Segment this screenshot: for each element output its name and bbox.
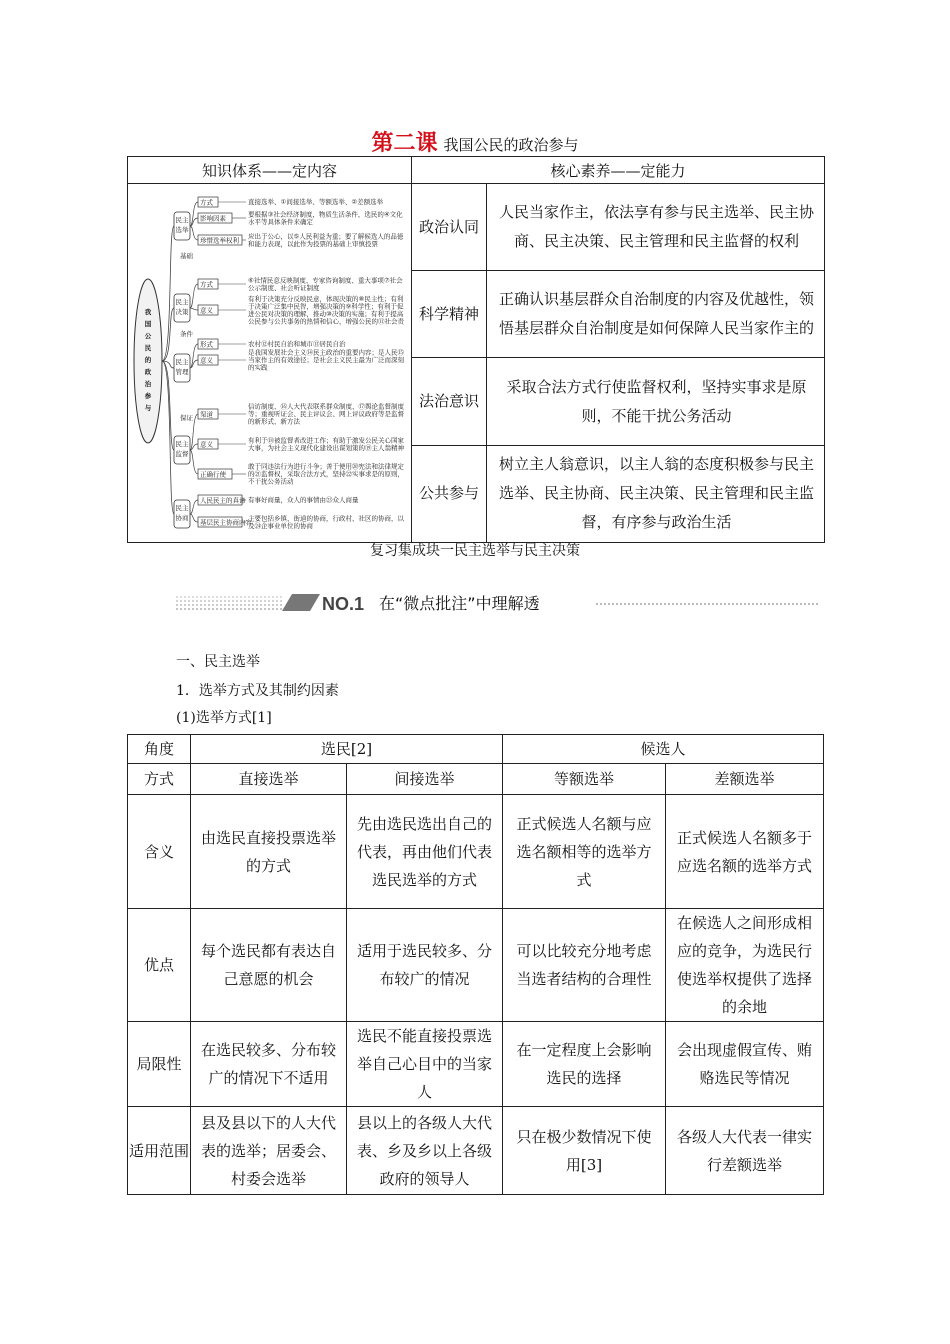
core-text-2: 正确认识基层群众自治制度的内容及优越性，领悟基层群众自治制度是如何保障人民当家作主的 [487,271,825,358]
mindmap-connector [190,500,198,514]
mindmap-item-tag: 方式 [200,280,213,289]
cell-meaning-indirect: 先由选民选出自己的代表，再由他们代表选民选举的方式 [347,795,503,909]
mindmap-item-text: 进公民对决策的理解，推动⑩决策的实施；有利于提高 [248,309,404,318]
mindmap-root-char: 治 [144,380,152,388]
banner-text: 在“微点批注”中理解透 [379,594,540,613]
cell-scope-equal: 只在极少数情况下使用[3] [503,1107,666,1195]
mindmap-item-text: 水平等具体条件来确定 [248,217,313,226]
cell-advantage-indirect: 适用于选民较多、分布较广的情况 [347,909,503,1022]
mindmap-branch-label: 民主 [175,298,189,306]
mindmap-item-text: 有事好商量，众人的事情由㉓众人商量 [248,496,359,504]
mindmap-item-tag: 意义 [200,306,213,315]
mindmap-item-text: 公示制度、社会听证制度 [248,283,320,292]
mindmap-root-char: 政 [144,368,152,376]
mindmap-root-char: 的 [144,356,152,364]
mindmap-item-text: 有利于决策充分反映民意，体现决策的⑧民主性；有利 [248,294,404,303]
cell-scope-indirect: 县以上的各级人大代表、乡及乡以上各级政府的领导人 [347,1107,503,1195]
mindmap-connector [190,514,198,522]
mindmap-item-text: 是我国发展社会主义⑭民主政治的重要内容；是人民⑮ [248,348,404,357]
cell-meaning-equal: 正式候选人名额与应选名额相等的选举方式 [503,795,666,909]
mindmap-item-text: 公民参与公共事务的热情和信心，增强公民的⑪社会责 [248,317,404,326]
mindmap-item-text: 的实践 [248,363,268,372]
mindmap-item-text: 等；重视听证会、民主评议会、网上评议政府等是监督 [248,410,404,418]
mindmap-cell [128,184,412,543]
mindmap-connector [190,308,198,310]
mindmap-column-label: 基础 [180,252,193,260]
mindmap-item-text: 和能力表现，以此作为投票的基础上审慎投票 [248,239,378,248]
overview-head-right: 核心素养——定能力 [412,157,825,184]
core-text-4: 树立主人翁意识，以主人翁的态度积极参与民主选举、民主协商、民主决策、民主管理和民主监督，有序参与政治生活 [487,445,825,542]
mindmap-item-text: 有利于⑱被监督者改进工作；有助于激发公民关心国家 [248,436,404,445]
mindmap-branch-label: 监督 [175,450,189,458]
mindmap-root-char: 与 [144,404,152,412]
mindmap-item-text: 敢于同违法行为进行斗争；善于使用⑳宪法和法律规定 [248,462,404,471]
row-label-limitation: 局限性 [128,1022,191,1107]
cell-scope-competitive: 各级人大代表一律实行差额选举 [666,1107,824,1195]
row-label-scope: 适用范围 [128,1107,191,1195]
row-label-meaning: 含义 [128,795,191,909]
cell-scope-direct: 县及县以下的人大代表的选举；居委会、村委会选举 [191,1107,347,1195]
mindmap-branch-label: 选举 [175,226,189,234]
mindmap-item-tag: 基层民主协商内容 [200,518,252,527]
subheader-method: 方式 [128,764,191,795]
election-table [127,734,824,1195]
core-label-3: 法治意识 [412,358,487,445]
cell-limitation-direct: 在选民较多、分布较广的情况下不适用 [191,1022,347,1107]
mindmap-item-text: ⑥社情民意反映制度、专家咨询制度、重大事项⑦社会 [248,276,403,285]
cell-limitation-indirect: 选民不能直接投票选举自己心目中的当家人 [347,1022,503,1107]
header-angle: 角度 [128,735,191,764]
banner-slant [282,594,320,611]
mindmap-connector [190,344,198,368]
header-voters: 选民[2] [191,735,503,764]
mindmap-item-tag: 人民民主的真谛 [200,496,246,505]
banner-badge: NO.1 [322,594,365,614]
mindmap-item-text: 当家作主的有效途径；是社会主义民主最为广泛而深刻 [248,356,404,364]
section-heading-2: 1．选举方式及其制约因素 [176,683,339,699]
row-label-advantage: 优点 [128,909,191,1022]
overview-table [127,156,825,543]
mindmap-item-text: 大事，为社会主义现代化建设出谋划策的⑲主人翁精神 [248,443,404,452]
cell-meaning-competitive: 正式候选人名额多于应选名额的选举方式 [666,795,824,909]
mindmap-item-text: 的新形式、新方法 [248,417,300,426]
core-text-1: 人民当家作主，依法享有参与民主选举、民主协商、民主决策、民主管理和民主监督的权利 [487,184,825,271]
mindmap-item-tag: 方式 [200,198,213,207]
banner-stripes [176,597,282,609]
mindmap-root-char: 民 [144,344,152,352]
subheader-competitive: 差额选举 [666,764,824,795]
cell-advantage-direct: 每个选民都有表达自己意愿的机会 [191,909,347,1022]
mindmap-item-text: 要根据③社会经济制度，物质生活条件，选民的④文化 [248,210,403,219]
mindmap-item-text: 农村⑫村民自治和城市⑬居民自治 [248,340,346,348]
section-banner [172,590,822,616]
mindmap-connector [162,361,174,450]
mindmap-item-tag: 意义 [200,356,213,365]
mindmap-branch-label: 决策 [175,308,189,316]
mindmap-item-tag: 形式 [200,340,213,349]
mindmap-item-text: 应出于公心，以⑤人民利益为重；要了解候选人的品德 [248,232,404,241]
mindmap-item-text: 主要包括乡镇、街道的协商，行政村、社区的协商，以 [248,514,404,523]
core-text-3: 采取合法方式行使监督权利，坚持实事求是原则，不能干扰公务活动 [487,358,825,445]
core-label-1: 政治认同 [412,184,487,271]
cell-meaning-direct: 由选民直接投票选举的方式 [191,795,347,909]
mindmap-connector [162,226,174,361]
mindmap-item-tag: 珍惜选举权利 [200,236,239,245]
mindmap-column-label: 保证 [180,414,193,422]
mindmap-branch-label: 民主 [175,358,189,366]
section-heading-3: (1)选举方式[1] [176,710,272,726]
core-label-2: 科学精神 [412,271,487,358]
mindmap-item-text: 于决策广泛集中民智，增强决策的⑨科学性；有利于促 [248,302,404,311]
cell-limitation-equal: 在一定程度上会影响选民的选择 [503,1022,666,1107]
mindmap-branch-label: 民主 [175,504,189,512]
cell-advantage-equal: 可以比较充分地考虑当选者结构的合理性 [503,909,666,1022]
lesson-title [0,126,950,157]
mindmap-item-tag: 正确行使 [200,470,226,479]
mindmap-connector [190,202,198,226]
mindmap-item-text: 不干扰公务活动 [248,477,294,486]
mindmap-root-char: 国 [144,320,152,328]
mindmap-branch-label: 民主 [175,440,189,448]
overview-head-left: 知识体系——定内容 [128,157,412,184]
mindmap-column-label: 条件 [180,330,193,338]
mindmap-root-char: 公 [144,332,152,340]
mindmap-root-char: 我 [144,308,152,316]
mindmap-item-text: 信访制度、⑯人大代表联系群众制度、⑰舆论监督制度 [248,402,404,411]
mindmap-diagram [128,184,411,538]
mindmap-item-tag: 意义 [200,440,213,449]
mindmap-root-char: 参 [144,392,152,400]
mindmap-branch-label: 民主 [175,216,189,224]
mindmap-item-text: 直接选举、①间接选举、等额选举、②差额选举 [248,198,384,206]
section-heading-1: 一、民主选举 [176,654,260,670]
cell-advantage-competitive: 在候选人之间形成相应的竞争，为选民行使选举权提供了选择的余地 [666,909,824,1022]
core-label-4: 公共参与 [412,445,487,542]
mindmap-connector [190,450,198,474]
mindmap-item-text: 及㉔企事业单位的协商 [248,521,313,530]
header-candidates: 候选人 [503,735,824,764]
lesson-number: 第二课 [371,131,438,156]
mindmap-item-tag: 影响因素 [200,214,226,223]
section-caption: 复习集成块一民主选举与民主决策 [370,543,580,559]
lesson-name: 我国公民的政治参与 [443,136,579,154]
mindmap-item-text: 的㉑监督权，采取合法方式，坚持㉒实事求是的原则， [248,470,404,478]
subheader-equal: 等额选举 [503,764,666,795]
mindmap-connector [162,361,174,514]
mindmap-connector [190,226,198,240]
subheader-indirect: 间接选举 [347,764,503,795]
mindmap-connector [190,284,198,308]
mindmap-branch-label: 管理 [175,368,189,376]
subheader-direct: 直接选举 [191,764,347,795]
cell-limitation-competitive: 会出现虚假宣传、贿赂选民等情况 [666,1022,824,1107]
mindmap-branch-label: 协商 [175,514,189,522]
mindmap-item-tag: 渠道 [200,410,213,419]
